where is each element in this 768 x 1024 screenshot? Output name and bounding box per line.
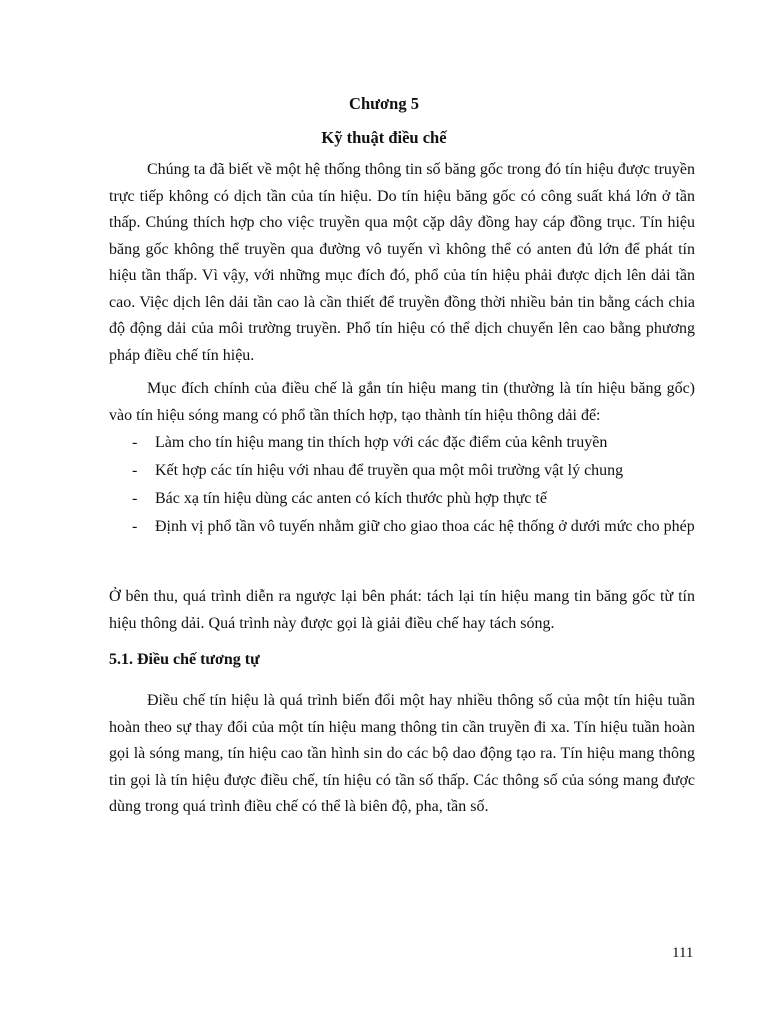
list-dash: - — [132, 518, 138, 535]
purpose-list — [109, 430, 695, 542]
chapter-title: Kỹ thuật điều chế — [321, 128, 447, 147]
list-dash: - — [132, 490, 138, 507]
list-item-text: Làm cho tín hiệu mang tin thích hợp với các đặc điểm của kênh truyền — [155, 434, 608, 451]
purpose-paragraph: Mục đích chính của điều chế là gắn tín hiệu mang tin (thường là tín hiệu băng gốc) vào tín hiệu sóng mang có phổ tần thích hợp, tạo thành tín hiệu thông dải để: — [109, 380, 695, 424]
list-item-text: Định vị phổ tần vô tuyến nhằm giữ cho giao thoa các hệ thống ở dưới mức cho phép — [155, 518, 695, 535]
list-item-text: Bác xạ tín hiệu dùng các anten có kích thước phù hợp thực tế — [155, 490, 547, 507]
analog-modulation-paragraph: Điều chế tín hiệu là quá trình biến đổi một hay nhiều thông số của một tín hiệu tuần hoàn theo sự thay đổi của một tín hiệu mang thông tin cần truyền đi xa. Tín hiệu tuần hoàn gọi là sóng mang, tín hiệu cao tần hình sin do các bộ dao động tạo ra. Tín hiệu mang thông tin gọi là tín hiệu được điều chế, tín hiệu có tần số thấp. Các thông số của sóng mang được dùng trong quá trình điều chế có thể là biên độ, pha, tần số. — [109, 692, 695, 815]
intro-paragraph: Chúng ta đã biết về một hệ thống thông tin số băng gốc trong đó tín hiệu được truyền trực tiếp không có dịch tần của tín hiệu. Do tín hiệu băng gốc có công suất khá lớn ở tần thấp. Chúng thích hợp cho việc truyền qua một cặp dây đồng hay cáp đồng trục. Tín hiệu băng gốc không thể truyền qua đường vô tuyến vì không thể có anten đủ lớn để phát tín hiệu tần thấp. Vì vậy, với những mục đích đó, phổ của tín hiệu phải được dịch lên dải tần cao. Việc dịch lên dải tần cao là cần thiết để truyền đồng thời nhiều bản tin bằng cách chia độ động dải của môi trường truyền. Phổ tín hiệu có thể dịch chuyển lên cao bằng phương pháp điều chế tín hiệu. — [109, 161, 695, 364]
receiver-paragraph: Ở bên thu, quá trình diễn ra ngược lại bên phát: tách lại tín hiệu mang tin băng gốc từ tín hiệu thông dải. Quá trình này được gọi là giải điều chế hay tách sóng. — [109, 588, 695, 632]
list-dash: - — [132, 462, 138, 479]
section-heading: 5.1. Điều chế tương tự — [109, 651, 260, 668]
chapter-number: Chương 5 — [349, 94, 419, 113]
list-item-text: Kết hợp các tín hiệu với nhau để truyền qua một môi trường vật lý chung — [155, 462, 624, 479]
list-item — [109, 458, 695, 485]
page-number: 111 — [672, 945, 694, 961]
list-item — [109, 486, 695, 513]
list-dash: - — [132, 434, 138, 451]
list-item — [109, 514, 695, 541]
list-item — [109, 430, 695, 457]
